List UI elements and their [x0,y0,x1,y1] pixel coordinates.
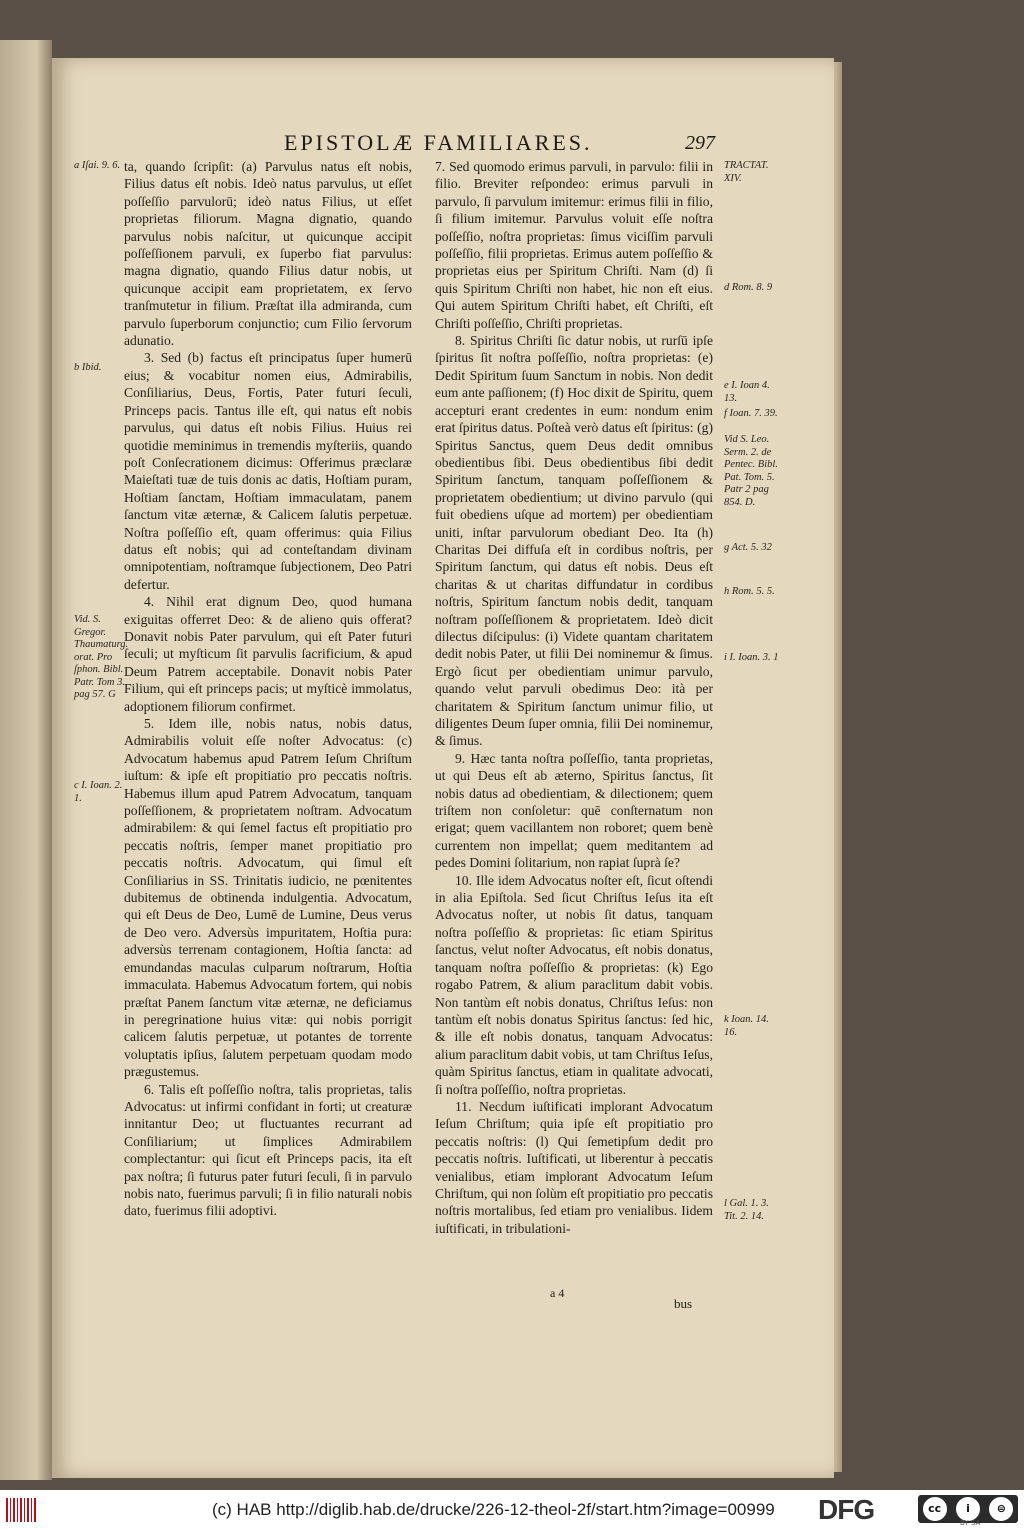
margin-note: i I. Ioan. 3. 1 [724,652,779,663]
running-title: EPISTOLÆ FAMILIARES. [284,130,593,155]
margin-note: l Gal. 1. 3. Tit. 2. 14. [724,1198,769,1222]
margin-note: h Rom. 5. 5. [724,586,775,597]
paragraph: 7. Sed quomodo erimus parvuli, in parvulo: filii in filio. Breviter reſpondeo: erimus parvuli in parvulo, ſi parvulum imitemur: erimus filii in filio, ſi filium imitemur. Parvulus voluit eſſe noſtra poſſeſſio, noſtra proprietas: ſimus viciſſim parvuli poſſeſſio, filii proprietas. Erimus autem poſſeſſio & proprietas eius per Spiritum Chriſti. Nam (d) ſi quis Spiritum Chriſti non habet, hic non eſt eius. Qui autem Spiritum Chriſti habet, eſt Chriſti, eſt Chriſti poſſeſſio, Chriſti proprietas. [435,159,713,331]
book-page [52,58,834,1478]
license-caption: BY SA [960,1519,981,1527]
margin-note: e I. Ioan 4. 13. [724,380,770,404]
paragraph: 5. Idem ille, nobis natus, nobis datus, Admirabilis voluit eſſe noſter Advocatus: (c) Advocatum habemus apud Patrem Ieſum Chriſtum iuſtum: & ipſe eſt propitiatio pro peccatis noſtris. Habemus illum apud Patrem Advocatum, tanquam poſſeſſionem, & proprietatem noſtram. Advocatum admirabilem: & qui ſemel factus eſt propitiatio pro peccatis noſtris, ſemper manet propitiatio pro peccatis noſtris. Advocatum, qui ſimul eſt Conſiliarius in SS. Trinitatis iudicio, ne pœnitentes dubitemus de obtinenda indulgentia. Advocatum, qui eſt Deus de Deo, Lumē de Lumine, Deus verus de Deo vero. Adversùs impuritatem, Hoſtia pura: adversùs terrenam contagionem, Hoſtia ſancta: ad emundandas maculas culparum noſtrarum, Hoſtia immaculata. Habemus Advocatum fortem, qui nobis præſtat Panem ſanctum vitæ æternæ, ne deficiamus in peregrinatione huius vitæ: qui nobis porrigit calicem ſalutis perpetuæ, ut potantes de torrente voluptatis ipſius, ſalutem perpetuam quodam modo prægustemus. [124,716,412,1080]
page-edge [834,62,842,1472]
margin-note: f Ioan. 7. 39. [724,408,778,419]
paragraph: ta, quando ſcripſit: (a) Parvulus natus eſt nobis, Filius datus eſt nobis. Ideò natus parvulus, ut eſſet poſſeſſio parvulorū; ideò natus Filius, ut eſſet proprietas filiorum. Magna dignatio, quando parvulus nobis naſcitur, ut quicunque accipit poſſeſſionem parvuli, ex ſuperbo fiat parvulus: magna dignatio, quando Filius datur nobis, ut quicunque accipit eam proprietatem, ex ſervo tranſmutetur in filium. Præſtat illa admiranda, cum parvulo ſuperborum conjunctio; cum Filio ſervorum adunatio. [124,159,412,349]
paragraph: 3. Sed (b) factus eſt principatus ſuper humerū eius; & vocabitur nomen eius, Admirabilis, Conſiliarius, Deus, Fortis, Pater futuri ſeculi, Princeps pacis. Tantus ille eſt, qui natus eſt nobis parvulus, qui datus eſt nobis Filius. Huius rei quotidie meminimus in tremendis myſteriis, quando poſt Conſecrationem dicimus: Offerimus præclaræ Maieſtati tuæ de tuis donis ac datis, Hoſtiam puram, Hoſtiam ſanctam, Hoſtiam immaculatam, panem ſanctum vitæ æternæ, & Calicem ſalutis perpetuæ. Noſtra poſſeſſio eſt, quam offerimus: quia Filius datus eſt nobis; qui ad conteſtandam divinam omnipotentiam, noſtramque ſubjectionem, Deo Patri defertur. [124,350,412,592]
paragraph: 11. Necdum iuſtificati implorant Advocatum Ieſum Chriſtum; quia ipſe eſt propitiatio pro peccatis noſtris: (l) Qui ſemetipſum dedit pro peccatis noſtris. Iuſtificati, ut liberentur à peccatis venialibus, etiam implorant Advocatum Ieſum Chriſtum, qui non ſolùm eſt propitiatio pro peccatis noſtris mortalibus, ſed etiam pro venialibus. Iidem iuſtificati, in tribulationi- [435,1098,713,1236]
paragraph: 4. Nihil erat dignum Deo, quod humana exiguitas offerret Deo: & de alieno quis offerat? Donavit nobis Pater parvulum, qui eſt Pater futuri ſeculi; ut myſticum ſit parvulis ſacrificium, & apud Deum Patrem acceptabile. Donavit nobis Pater Filium, qui eſt princeps pacis; ut myſticè immolatus, adoptionem filiorum confirmet. [124,594,412,714]
left-text-column [124,158,412,1220]
viewer-footer [0,1490,1024,1529]
credit-link[interactable]: (c) HAB http://diglib.hab.de/drucke/226-12-theol-2f/start.htm?image=00999 [212,1500,775,1519]
facing-page-edge [0,40,52,1480]
signature-mark: a 4 [550,1286,565,1300]
margin-note: d Rom. 8. 9 [724,282,773,293]
paragraph: 8. Spiritus Chriſti ſic datur nobis, ut rurſū ipſe ſpiritus ſit noſtra poſſeſſio, noſtra proprietas: (e) Dedit Spiritum ſuum Sanctum in nobis. Non dedit eum ante paſſionem; (f) Hoc dixit de Spiritu, quem accepturi erant credentes in eum: nondum enim erat ſpiritus datus. Poſteà verò datus eſt ſpiritus: (g) Spiritus Sanctus, quem Deus dedit omnibus obedientibus ſibi. Deus obedientibus ſibi dedit Spiritum ſanctum, tanquam poſſeſſionem & proprietatem obedientium; ut divino parvulo (qui fuit obediens uſque ad mortem) per obedientiam uniti, inſtar parvulorum obediant Deo. Ita (h) Charitas Dei diffuſa eſt in cordibus noſtris, per Spiritum ſanctum, qui datus eſt nobis. Deus eſt charitas & ut charitas diffundatur in cordibus noſtris, Spiritum ſanctum nobis dedit, tanquam noſtram poſſeſſionem & proprietatem. Ideò dicit dilectus diſcipulus: (i) Videte quantam charitatem dedit nobis Pater, ut filii Dei nominemur & ſimus. Ergò ſicut per obedientiam unimur parvulo, quando velut parvuli obedimus Deo: ità per charitatem & Spiritum ſanctum unimur filio, ut diligentes Deum ſuper omnia, filii Dei nominemur, & ſimus. [435,333,713,749]
sa-icon: ⊜ [989,1497,1013,1521]
margin-note: g Act. 5. 32 [724,542,772,553]
margin-note: b Ibid. [74,362,102,373]
paragraph: 10. Ille idem Advocatus noſter eſt, ſicut oſtendi in alia Epiſtola. Sed ſicut Chriſtus Ieſus ita eſt Advocatus noſter, ut nobis ſit datus, tanquam noſtra poſſeſſio & proprietas: ſic etiam Spiritus ſanctus, velut noſter Advocatus, eſt nobis donatus, tanquam noſtra poſſeſſio & proprietas: (k) Ego rogabo Patrem, & alium paraclitum dabit vobis. Non tantùm eſt nobis donatus, Chriſtus Ieſus: non tantùm eſt nobis donatus Spiritus ſanctus: ſed hic, & ille eſt nobis donatus, tanquam Advocatus: alium paraclitum dabit vobis, ut tam Chriſtus Ieſus, quàm Spiritus ſanctus, etiam in qualitate advocati, ſi noſtra poſſeſſio, noſtra proprietas. [435,872,713,1097]
page-header [52,130,834,160]
margin-note: TRACTAT. XIV. [724,160,769,184]
paragraph: 6. Talis eſt poſſeſſio noſtra, talis proprietas, talis Advocatus: ut infirmi confidant in forti; ut creaturæ innitantur Deo; ut fluctuantes recurrant ad Conſiliarium; ut ſimplices Admirabilem complectantur: qui ſicut eſt Princeps pacis, ita eſt pax noſtra; ſi futurus pater futuri ſeculi, ſi in parvulo nobis nato, fuerimus parvuli; ſi in filio naturali nobis dato, fuerimus filii adoptivi. [124,1081,412,1219]
right-text-column [435,158,713,1237]
page-number: 297 [685,132,715,154]
catchword: bus [674,1296,693,1311]
margin-note: Vid. S. Gregor. Thaumaturg. orat. Pro ſphon. Bibl. Patr. Tom 3. pag 57. G [74,614,129,700]
margin-note: k Ioan. 14. 16. [724,1014,769,1038]
margin-note: a Iſai. 9. 6. [74,160,121,171]
by-icon: i [956,1497,980,1521]
hab-logo-icon [6,1498,38,1522]
margin-note: Vid S. Leo. Serm. 2. de Pentec. Bibl. Pat. Tom. 5. Patr 2 pag 854. D. [724,434,778,508]
paragraph: 9. Hæc tanta noſtra poſſeſſio, tanta proprietas, ut qui Deus eſt ab æterno, Spiritus ſanctus, ſit nobis datus ad obedientiam, & dilectionem; quem triſtem non conſoletur: quē conſternatum non erigat; quem vacillantem non roboret; quem benè currentem non impellat; quem meditantem ad pedes Domini ſolitarium, non rapiat ſuprà ſe? [435,750,713,871]
cc-icon: cc [923,1497,947,1521]
dfg-logo: DFG [818,1494,875,1525]
margin-note: c I. Ioan. 2. 1. [74,780,123,804]
